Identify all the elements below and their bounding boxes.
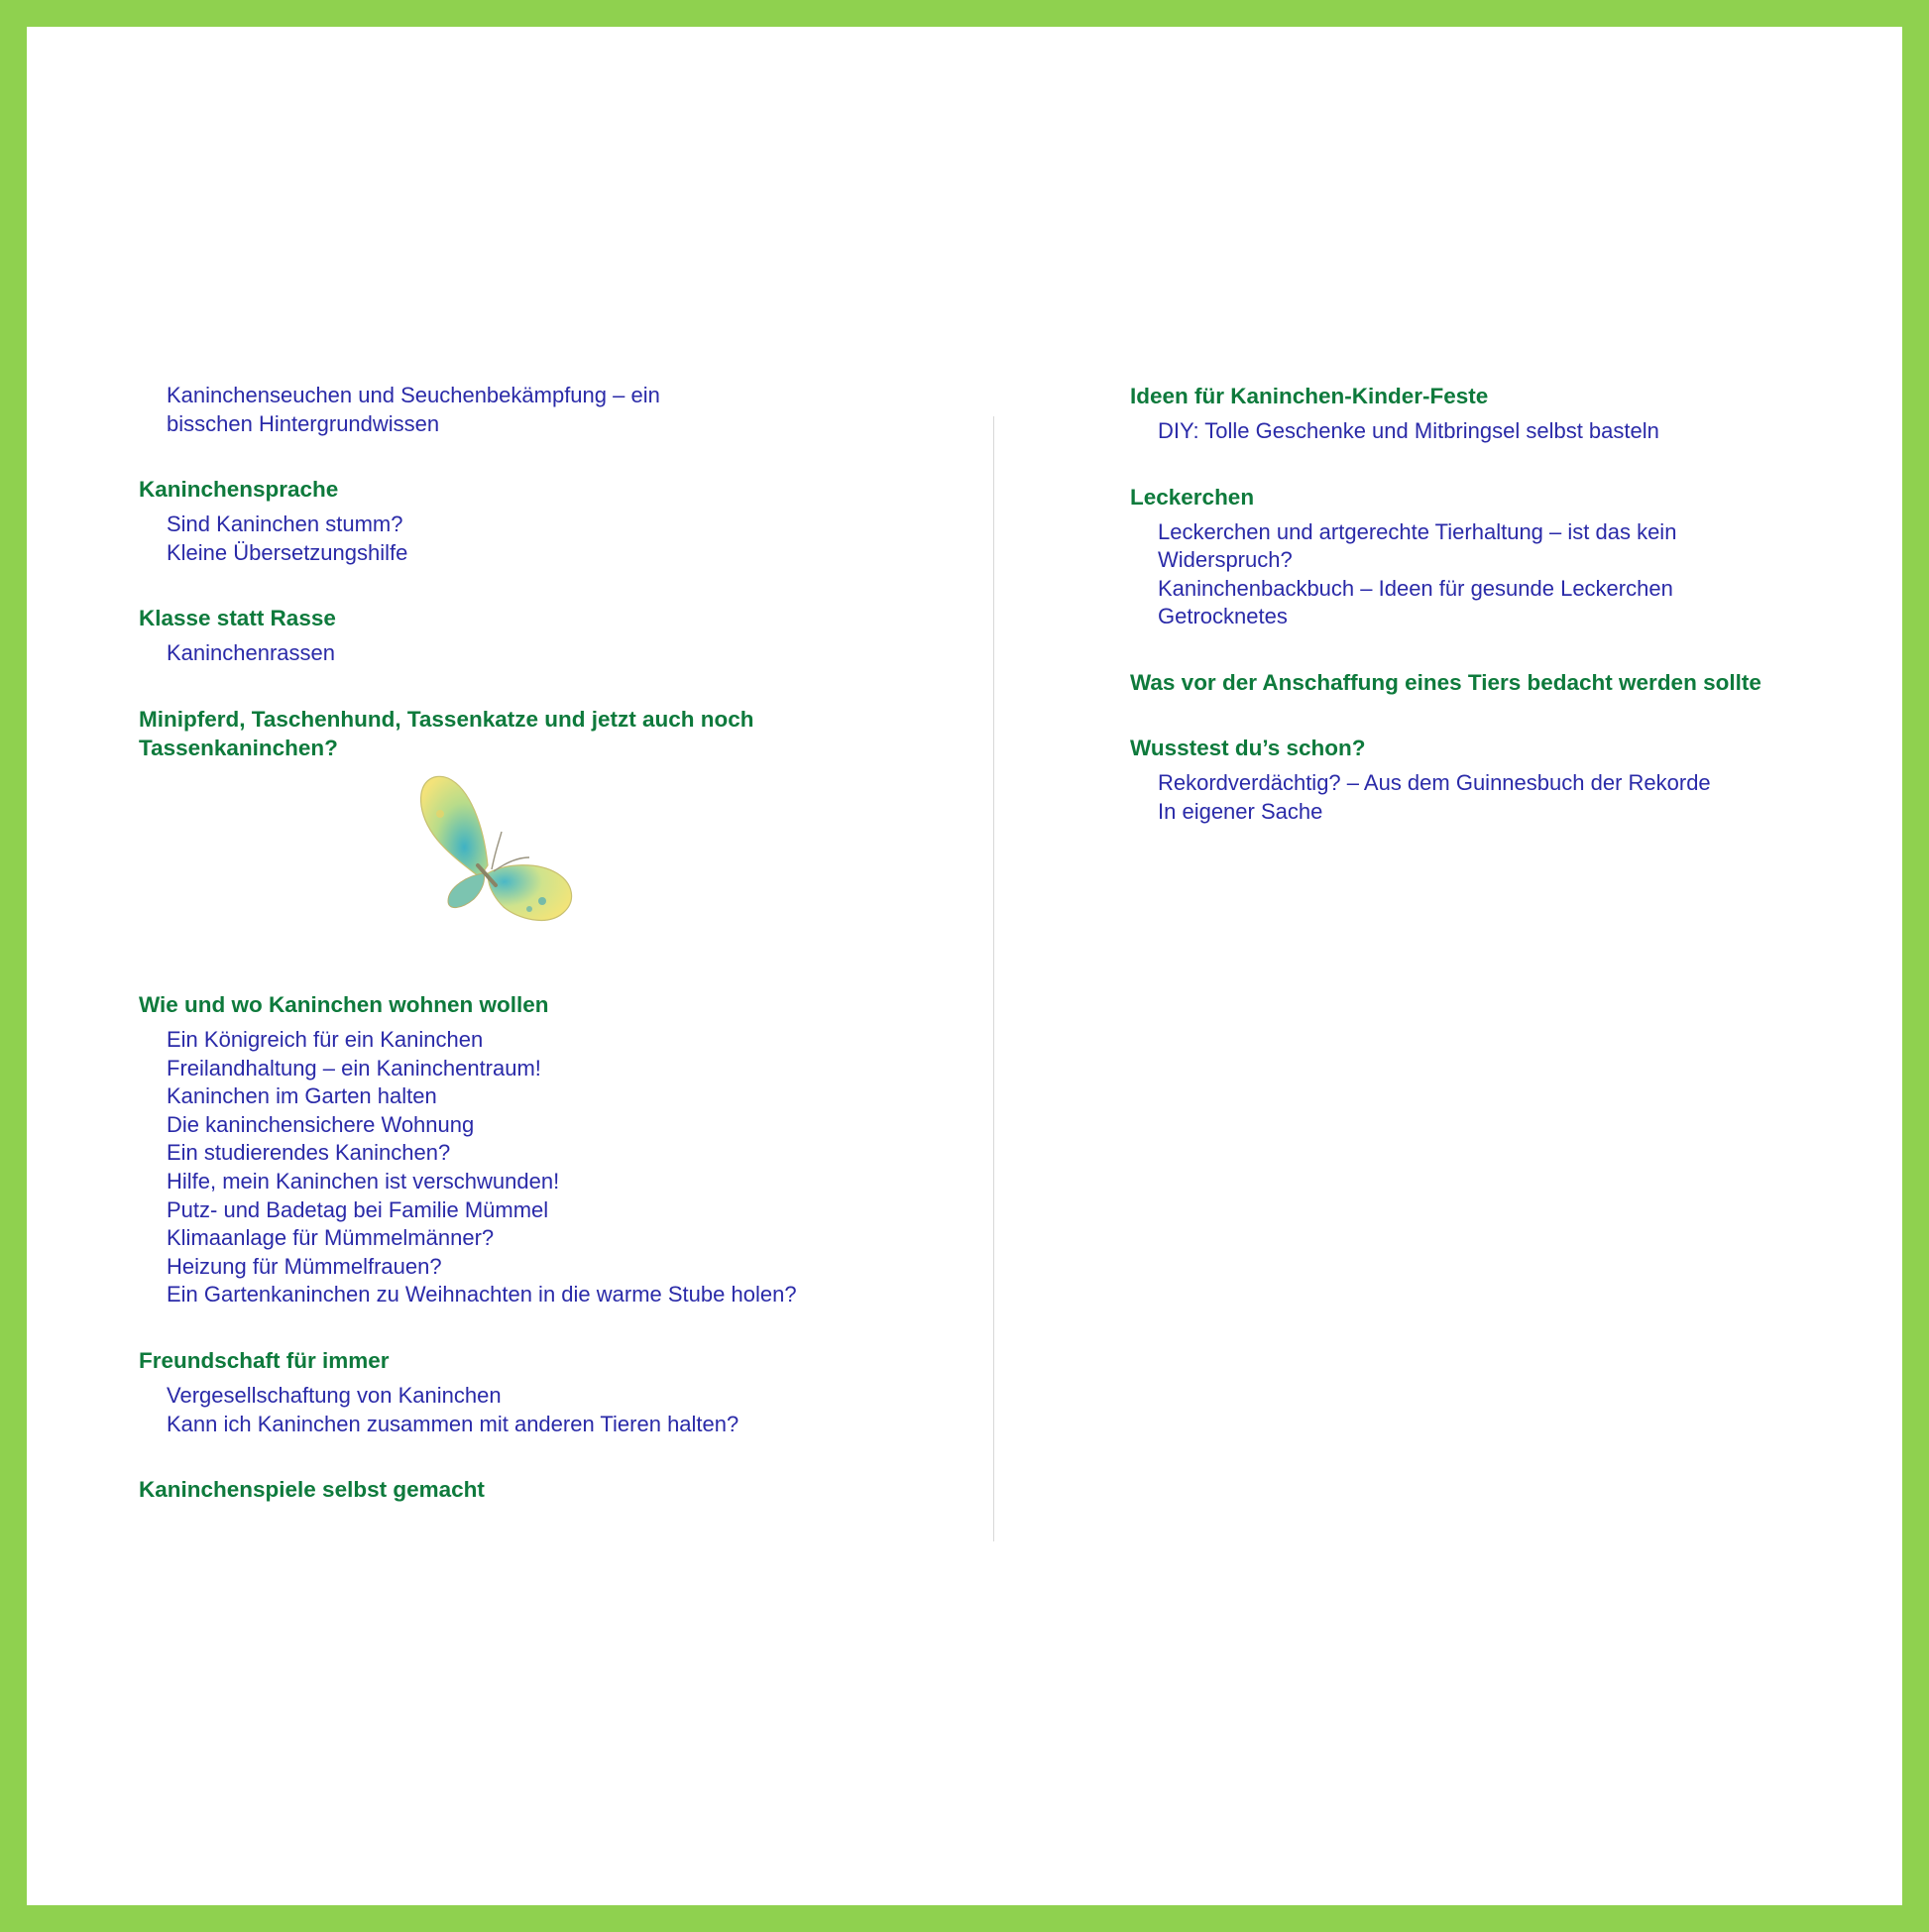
toc-heading[interactable]: Freundschaft für immer — [139, 1347, 390, 1373]
toc-item[interactable]: Kleine Übersetzungshilfe — [167, 539, 408, 565]
toc-item[interactable]: In eigener Sache — [1158, 798, 1323, 824]
toc-item[interactable]: Freilandhaltung – ein Kaninchentraum! — [167, 1055, 541, 1080]
toc-item[interactable]: Getrocknetes — [1158, 604, 1288, 629]
toc-heading[interactable]: Leckerchen — [1130, 484, 1255, 510]
toc-item[interactable]: Kaninchenseuchen und Seuchenbekämpfung – ein bisschen Hintergrundwissen — [167, 383, 660, 436]
toc-section-tassenkaninchen — [139, 705, 912, 762]
toc-section-freundschaft — [139, 1346, 912, 1438]
toc-section-leckerchen — [1130, 483, 1844, 631]
toc-heading[interactable]: Kaninchensprache — [139, 477, 339, 503]
toc-right-column — [1130, 382, 1844, 826]
toc-section-wusstest-du — [1130, 734, 1844, 826]
toc-item[interactable]: Kaninchen im Garten halten — [167, 1083, 437, 1109]
toc-item[interactable]: Leckerchen und artgerechte Tierhaltung – ist das kein Widerspruch? — [1158, 518, 1677, 573]
toc-item[interactable]: DIY: Tolle Geschenke und Mitbringsel selbst basteln — [1158, 418, 1659, 443]
page — [27, 27, 1902, 1905]
toc-item[interactable]: Putz- und Badetag bei Familie Mümmel — [167, 1196, 549, 1222]
toc-heading[interactable]: Wusstest du’s schon? — [1130, 735, 1366, 760]
toc-item[interactable]: Kaninchenrassen — [167, 640, 336, 666]
toc-heading[interactable]: Wie und wo Kaninchen wohnen wollen — [139, 991, 549, 1017]
toc-section-kaninchensprache — [139, 475, 912, 567]
toc-item[interactable]: Klimaanlage für Mümmelmänner? — [167, 1225, 495, 1251]
toc-heading[interactable]: Kaninchenspiele selbst gemacht — [139, 1477, 485, 1503]
toc-heading[interactable]: Klasse statt Rasse — [139, 606, 336, 631]
column-divider — [993, 416, 994, 1541]
toc-item[interactable]: Die kaninchensichere Wohnung — [167, 1111, 475, 1137]
toc-item[interactable]: Sind Kaninchen stumm? — [167, 511, 403, 537]
toc-item[interactable]: Kaninchenbackbuch – Ideen für gesunde Leckerchen — [1158, 575, 1673, 601]
butterfly-illustration — [139, 770, 912, 951]
toc-item[interactable]: Ein Königreich für ein Kaninchen — [167, 1026, 484, 1052]
toc-item[interactable]: Ein studierendes Kaninchen? — [167, 1140, 451, 1166]
toc-intro-section — [139, 382, 912, 438]
toc-section-wohnen — [139, 990, 912, 1309]
toc-item[interactable]: Heizung für Mümmelfrauen? — [167, 1253, 442, 1279]
toc-section-klasse-statt-rasse — [139, 604, 912, 668]
toc-heading[interactable]: Was vor der Anschaffung eines Tiers bedacht werden sollte — [1130, 669, 1761, 695]
toc-section-kinder-feste — [1130, 382, 1844, 446]
toc-left-column — [139, 382, 912, 1511]
toc-heading[interactable]: Minipferd, Taschenhund, Tassenkatze und jetzt auch noch Tassenkaninchen? — [139, 706, 754, 760]
toc-heading[interactable]: Ideen für Kaninchen-Kinder-Feste — [1130, 384, 1489, 408]
butterfly-icon — [408, 770, 577, 941]
toc-item[interactable]: Vergesellschaftung von Kaninchen — [167, 1382, 502, 1408]
toc-section-anschaffung — [1130, 668, 1844, 697]
toc-item[interactable]: Rekordverdächtig? – Aus dem Guinnesbuch der Rekorde — [1158, 769, 1711, 795]
toc-item[interactable]: Kann ich Kaninchen zusammen mit anderen Tieren halten? — [167, 1411, 739, 1436]
toc-section-kaninchenspiele — [139, 1475, 912, 1504]
toc-item[interactable]: Hilfe, mein Kaninchen ist verschwunden! — [167, 1168, 560, 1193]
toc-item[interactable]: Ein Gartenkaninchen zu Weihnachten in die warme Stube holen? — [167, 1282, 797, 1307]
